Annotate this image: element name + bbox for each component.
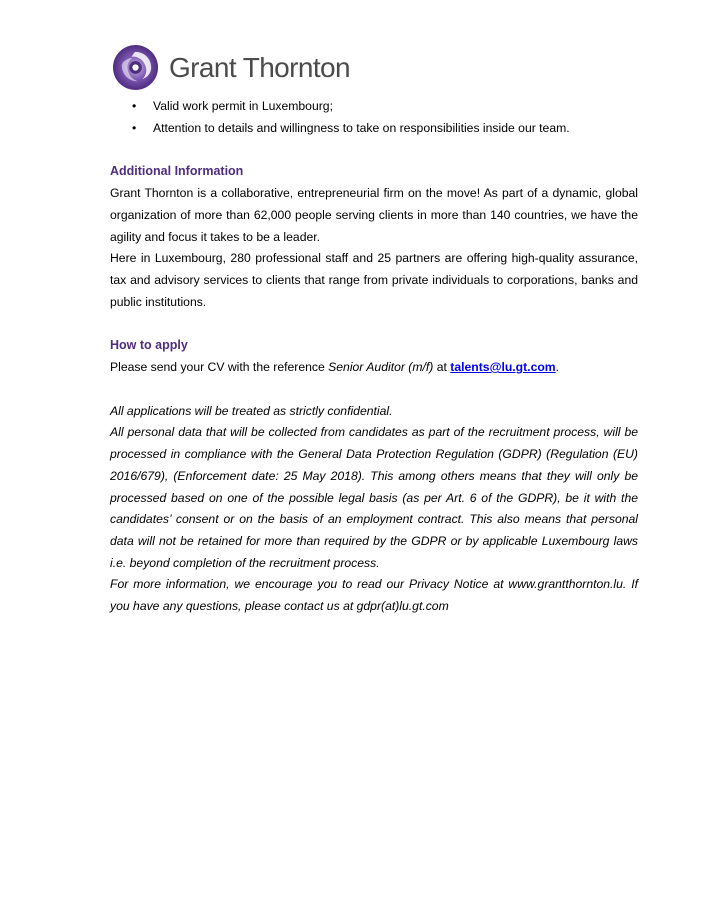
document-body [110,96,638,618]
job-reference: Senior Auditor (m/f) [328,360,434,375]
brand-name: Grant Thornton [169,52,350,83]
how-to-apply-heading: How to apply [110,338,188,353]
list-item [110,118,638,140]
requirements-list [110,96,638,139]
additional-information-heading: Additional Information [110,164,244,179]
grant-thornton-logo [112,42,350,92]
gdpr-paragraph: All personal data that will be collected from candidates as part of the recruitment process, will be processed in compliance with the General Data Protection Regulation (GDPR) (Regulation (EU) 2016/679), (Enforcement date: 25 May 2018). This among others means that they will only be processed based on one of the possible legal basis (as per Art. 6 of the GDPR), be it with the candidates’ consent or on the basis of an employment contract. This also means that personal data will not be retained for more than required by the GDPR or by applicable Luxembourg laws i.e. beyond completion of the recruitment process. [110,425,638,570]
how-to-apply-text [110,357,638,379]
email-link[interactable]: talents@lu.gt.com [450,360,556,375]
apply-text-after: . [555,360,560,375]
additional-information-paragraph: Grant Thornton is a collaborative, entrepreneurial firm on the move! As part of a dynamic, global organization of more than 62,000 people serving clients in more than 140 countries, we have the agility and focus it takes to be a leader. [110,186,638,244]
privacy-contact-paragraph: For more information, we encourage you to read our Privacy Notice at www.grantthornton.lu. If you have any questions, please contact us at gdpr(at)lu.gt.com [110,577,638,614]
confidential-statement: All applications will be treated as strictly confidential. [110,403,393,418]
apply-text-before: Please send your CV with the reference [110,360,329,375]
apply-text-mid: at [433,360,451,375]
list-item-text: Valid work permit in Luxembourg; [153,99,333,113]
grant-thornton-swirl-icon [112,44,159,91]
bullet-icon: • [132,120,137,135]
list-item [110,96,638,118]
luxembourg-paragraph: Here in Luxembourg, 280 professional staff and 25 partners are offering high-quality assurance, tax and advisory services to clients that range from private individuals to corporations, banks and public institutions. [110,251,638,309]
list-item-text: Attention to details and willingness to take on responsibilities inside our team. [153,120,570,135]
bullet-icon: • [132,99,137,113]
